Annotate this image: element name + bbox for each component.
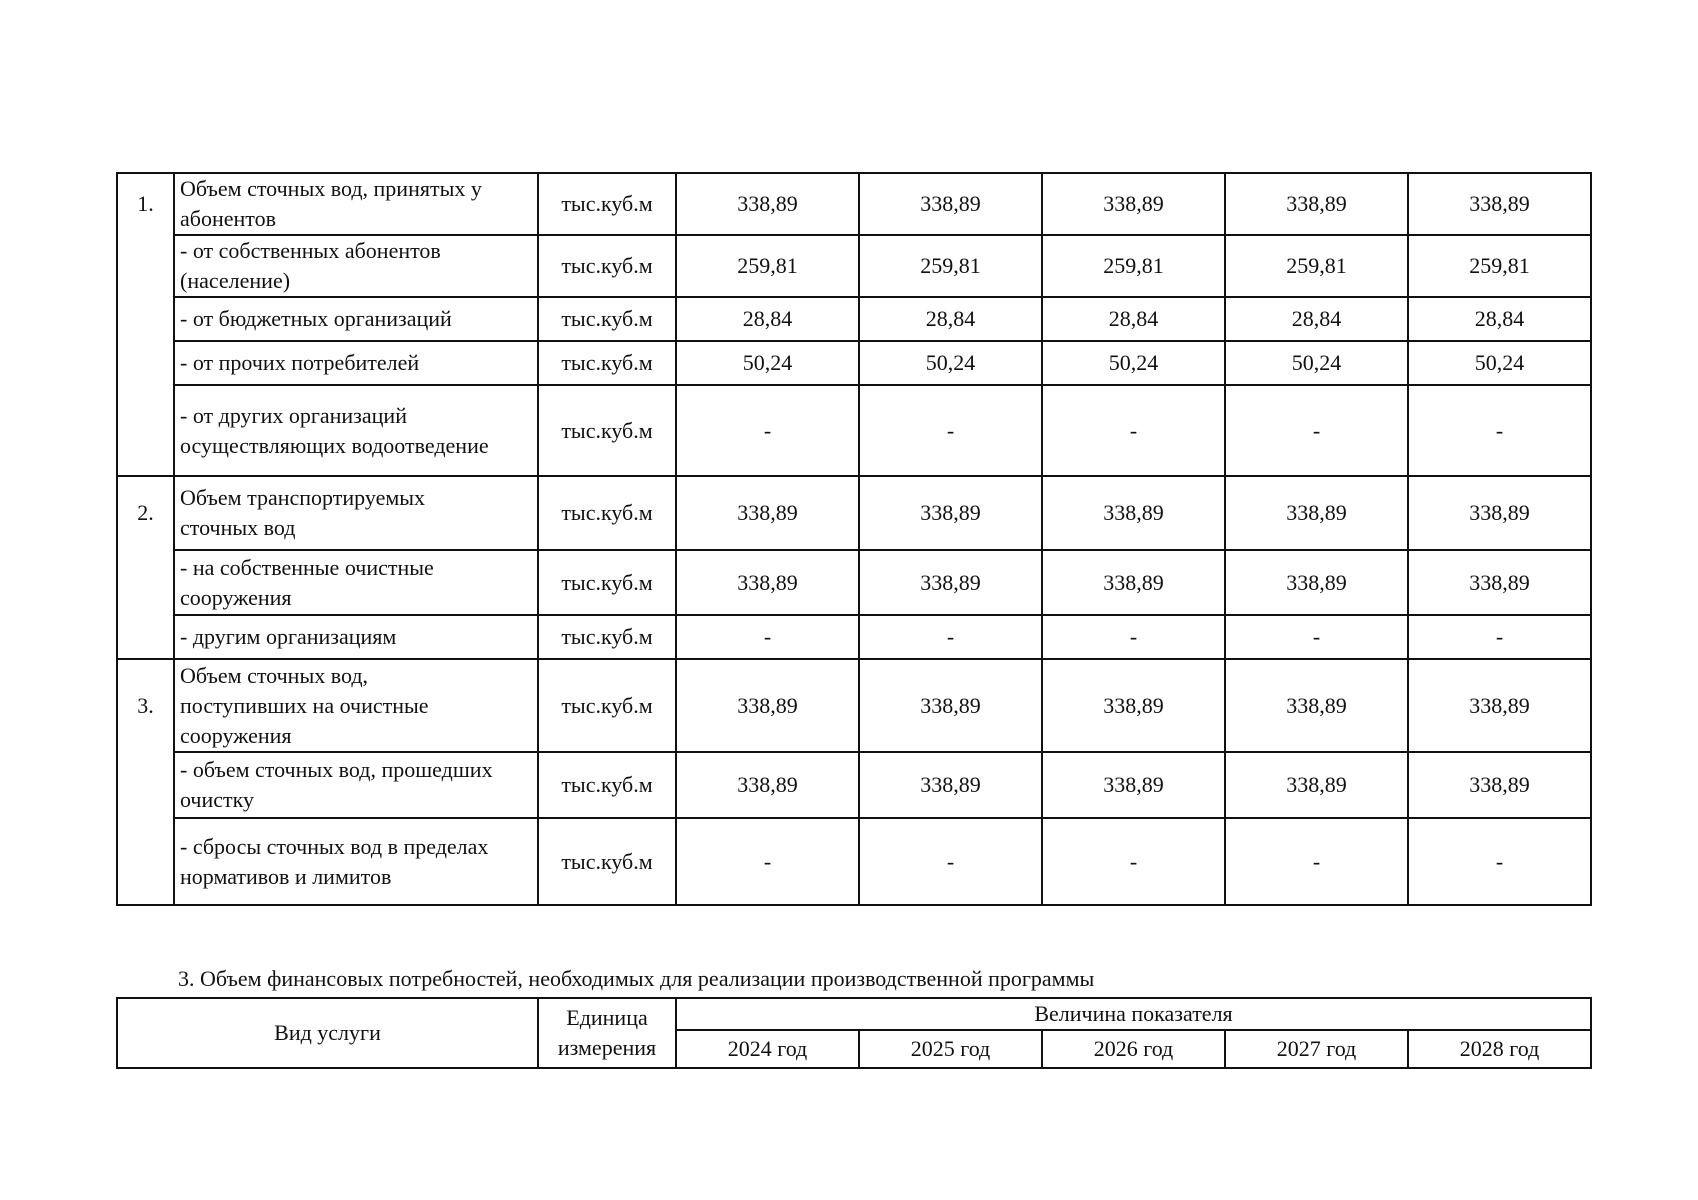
table-row — [117, 385, 1591, 476]
row-label-line: - объем сточных вод, прошедших — [180, 757, 493, 782]
row-number: 1. — [117, 173, 174, 235]
unit-header-line: измерения — [557, 1035, 657, 1060]
row-value: - — [1225, 385, 1408, 476]
row-value: 338,89 — [859, 550, 1042, 615]
row-value: 338,89 — [1225, 550, 1408, 615]
row-label-line: сооружения — [180, 584, 292, 610]
row-value: 338,89 — [1042, 550, 1225, 615]
unit-header-line: Единица — [566, 1005, 648, 1030]
row-label-line: Объем сточных вод, — [180, 662, 369, 688]
row-label-line: абонентов — [180, 206, 276, 231]
table-row — [117, 476, 1591, 550]
table-row — [117, 341, 1591, 385]
row-label-line: очистку — [180, 787, 255, 812]
row-value: 338,89 — [1408, 476, 1591, 550]
row-label — [174, 476, 538, 550]
row-label — [174, 659, 538, 752]
row-label-line: - от других организаций — [180, 402, 407, 428]
row-value: 50,24 — [1042, 341, 1225, 385]
row-number — [117, 385, 174, 476]
table-row — [117, 173, 1591, 235]
year-header: 2025 год — [859, 1030, 1042, 1068]
row-unit: тыс.куб.м — [538, 173, 676, 235]
row-value: - — [1042, 818, 1225, 905]
row-value: 338,89 — [676, 173, 859, 235]
row-value: - — [676, 385, 859, 476]
row-value: 338,89 — [1225, 752, 1408, 818]
row-label — [174, 385, 538, 476]
row-value: 338,89 — [676, 476, 859, 550]
row-value: 338,89 — [676, 659, 859, 752]
row-label-line: - от прочих потребителей — [180, 350, 420, 375]
row-number — [117, 818, 174, 905]
row-label — [174, 173, 538, 235]
row-value: - — [1408, 385, 1591, 476]
row-label-line: - сбросы сточных вод в пределах — [180, 833, 489, 859]
row-number — [117, 752, 174, 818]
row-value: 50,24 — [676, 341, 859, 385]
row-value: 338,89 — [1408, 173, 1591, 235]
year-header: 2024 год — [676, 1030, 859, 1068]
row-label — [174, 235, 538, 297]
row-value: 259,81 — [1042, 235, 1225, 297]
row-unit: тыс.куб.м — [538, 752, 676, 818]
row-label-line: - от бюджетных организаций — [180, 306, 452, 331]
row-value: 338,89 — [1408, 659, 1591, 752]
row-number — [117, 297, 174, 341]
service-type-header: Вид услуги — [117, 998, 538, 1068]
row-value: 338,89 — [859, 476, 1042, 550]
row-value: - — [859, 615, 1042, 659]
row-label-line: - от собственных абонентов — [180, 238, 441, 263]
row-unit: тыс.куб.м — [538, 659, 676, 752]
year-header: 2026 год — [1042, 1030, 1225, 1068]
row-value: 338,89 — [859, 752, 1042, 818]
row-value: 259,81 — [1225, 235, 1408, 297]
row-value: 338,89 — [1408, 550, 1591, 615]
row-label — [174, 550, 538, 615]
row-value: - — [1225, 615, 1408, 659]
row-value: 338,89 — [1225, 476, 1408, 550]
row-value: 338,89 — [1042, 173, 1225, 235]
row-value: - — [676, 818, 859, 905]
row-unit: тыс.куб.м — [538, 818, 676, 905]
table-row — [117, 297, 1591, 341]
row-value: 338,89 — [1225, 173, 1408, 235]
production-indicators-table — [116, 172, 1592, 906]
unit-header — [538, 998, 676, 1068]
row-value: 28,84 — [859, 297, 1042, 341]
year-header: 2027 год — [1225, 1030, 1408, 1068]
row-value: 28,84 — [676, 297, 859, 341]
row-number: 3. — [117, 659, 174, 752]
row-unit: тыс.куб.м — [538, 550, 676, 615]
row-number — [117, 615, 174, 659]
row-value: 259,81 — [859, 235, 1042, 297]
row-value: 338,89 — [1042, 659, 1225, 752]
row-label-line: сооружения — [180, 722, 292, 748]
row-label-line: сточных вод — [180, 515, 296, 540]
row-label-line: - на собственные очистные — [180, 554, 434, 580]
row-value: 338,89 — [1408, 752, 1591, 818]
row-value: 338,89 — [1225, 659, 1408, 752]
row-value: 50,24 — [1408, 341, 1591, 385]
table-row — [117, 550, 1591, 615]
row-value: 338,89 — [676, 550, 859, 615]
row-label-line: (население) — [180, 268, 291, 293]
row-label-line: поступивших на очистные — [180, 692, 429, 718]
row-unit: тыс.куб.м — [538, 615, 676, 659]
row-unit: тыс.куб.м — [538, 297, 676, 341]
row-value: - — [1408, 615, 1591, 659]
row-unit: тыс.куб.м — [538, 235, 676, 297]
table-row — [117, 752, 1591, 818]
row-value: - — [1042, 385, 1225, 476]
row-label — [174, 297, 538, 341]
row-value: 338,89 — [1042, 476, 1225, 550]
value-group-header: Величина показателя — [676, 998, 1591, 1030]
row-value: - — [859, 385, 1042, 476]
row-value: - — [859, 818, 1042, 905]
table-row — [117, 818, 1591, 905]
row-label-line: осуществляющих водоотведение — [180, 432, 489, 458]
financial-needs-table — [116, 997, 1592, 1069]
row-value: 259,81 — [1408, 235, 1591, 297]
section-3-title: 3. Объем финансовых потребностей, необходимых для реализации производственной программы — [178, 966, 1095, 991]
row-number — [117, 341, 174, 385]
row-value: 338,89 — [859, 173, 1042, 235]
row-label-line: Объем сточных вод, принятых у — [180, 176, 482, 201]
year-header: 2028 год — [1408, 1030, 1591, 1068]
row-value: 338,89 — [1042, 752, 1225, 818]
table-row — [117, 659, 1591, 752]
row-value: - — [676, 615, 859, 659]
row-number — [117, 235, 174, 297]
row-value: 50,24 — [1225, 341, 1408, 385]
row-value: - — [1225, 818, 1408, 905]
row-unit: тыс.куб.м — [538, 476, 676, 550]
row-value: 338,89 — [676, 752, 859, 818]
row-value: 28,84 — [1225, 297, 1408, 341]
row-unit: тыс.куб.м — [538, 385, 676, 476]
row-label — [174, 818, 538, 905]
row-unit: тыс.куб.м — [538, 341, 676, 385]
row-value: 28,84 — [1042, 297, 1225, 341]
table-row — [117, 615, 1591, 659]
row-label — [174, 615, 538, 659]
row-value: 259,81 — [676, 235, 859, 297]
row-label — [174, 341, 538, 385]
row-label-line: - другим организациям — [180, 624, 397, 649]
row-label-line: нормативов и лимитов — [180, 863, 392, 889]
row-value: 338,89 — [859, 659, 1042, 752]
row-value: 50,24 — [859, 341, 1042, 385]
row-value: - — [1408, 818, 1591, 905]
row-label-line: Объем транспортируемых — [180, 485, 426, 510]
row-number — [117, 550, 174, 615]
row-value: - — [1042, 615, 1225, 659]
table-row — [117, 235, 1591, 297]
row-label — [174, 752, 538, 818]
row-number: 2. — [117, 476, 174, 550]
row-value: 28,84 — [1408, 297, 1591, 341]
